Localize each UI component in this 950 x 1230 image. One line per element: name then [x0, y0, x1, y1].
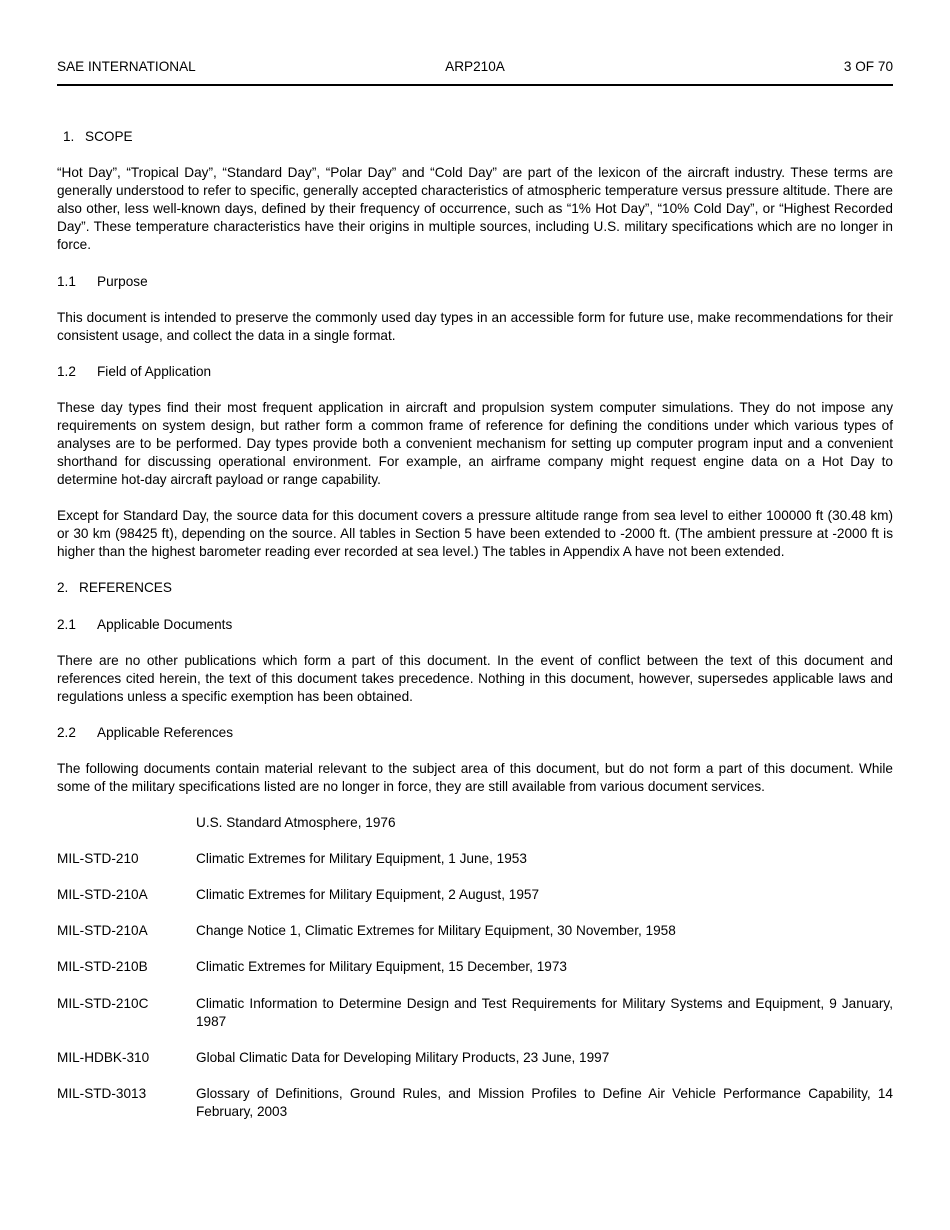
paragraph-applicable-documents: There are no other publications which form a part of this document. In the event of conflict between the text of this document and references cited herein, the text of this document takes precedence. Nothing in this document, however, supersedes applicable laws and regulations unless a specific exemption has been obtained.: [57, 652, 893, 704]
reference-label: MIL-STD-210: [57, 851, 139, 867]
section-title: SCOPE: [85, 129, 133, 145]
section-number: 2.1: [57, 616, 76, 632]
reference-text: Climatic Information to Determine Design and Test Requirements for Military Systems and Equipment, 9 January, 1987: [196, 995, 893, 1029]
reference-label: MIL-STD-210A: [57, 887, 148, 903]
reference-text: U.S. Standard Atmosphere, 1976: [196, 815, 396, 831]
header-page-number: 3 OF 70: [843, 59, 894, 74]
header-doc-id: ARP210A: [445, 59, 505, 74]
reference-text: Global Climatic Data for Developing Military Products, 23 June, 1997: [196, 1049, 610, 1065]
reference-text: Climatic Extremes for Military Equipment, 1 June, 1953: [196, 851, 527, 867]
header-org: SAE INTERNATIONAL: [57, 59, 196, 74]
reference-text: Climatic Extremes for Military Equipment, 2 August, 1957: [196, 887, 540, 903]
section-heading-1-1-purpose: [57, 273, 893, 291]
paragraph-field-of-application-1: These day types find their most frequent application in aircraft and propulsion system computer simulations. They do not impose any requirements on system design, but rather form a common frame of reference for defining the conditions under which various types of analyses are to be performed. Day types provide both a convenient mechanism for setting up computer program input and a convenient shorthand for discussing operational environment. For example, an airframe company might request engine data on a Hot Day to determine hot-day aircraft payload or range capability.: [57, 399, 893, 488]
section-heading-1-2-field-of-application: [57, 363, 893, 381]
page-header: [57, 58, 893, 76]
reference-label: MIL-HDBK-310: [57, 1049, 150, 1065]
paragraph-field-of-application-2: Except for Standard Day, the source data for this document covers a pressure altitude range from sea level to either 100000 ft (30.48 km) or 30 km (98425 ft), depending on the source. All tables in Section 5 have been extended to -2000 ft. (The ambient pressure at -2000 ft is higher than the highest barometer reading ever recorded at sea level.) The tables in Appendix A have not been extended.: [57, 508, 893, 560]
section-title: Field of Application: [97, 363, 212, 379]
reference-label: [57, 814, 196, 832]
section-title: Applicable References: [97, 724, 234, 740]
reference-text: Glossary of Definitions, Ground Rules, and Mission Profiles to Define Air Vehicle Performance Capability, 14 February, 2003: [196, 1085, 893, 1119]
section-number: 1.: [63, 129, 75, 145]
section-heading-2-1-applicable-documents: [57, 616, 893, 634]
paragraph-purpose: This document is intended to preserve the commonly used day types in an accessible form for future use, make recommendations for their consistent usage, and collect the data in a single format.: [57, 309, 893, 343]
reference-item: [57, 814, 893, 832]
reference-item: [57, 850, 893, 868]
paragraph-applicable-references: The following documents contain material relevant to the subject area of this document, but do not form a part of this document. While some of the military specifications listed are no longer in force, they are still available from various document services.: [57, 760, 893, 795]
reference-item: [57, 1049, 893, 1067]
reference-item: [57, 1085, 893, 1121]
section-number: 2.2: [57, 724, 76, 740]
section-title: Purpose: [97, 273, 148, 289]
reference-text: Climatic Extremes for Military Equipment, 15 December, 1973: [196, 959, 567, 975]
reference-item: [57, 958, 893, 976]
section-title: REFERENCES: [79, 580, 172, 596]
reference-label: MIL-STD-210C: [57, 995, 149, 1011]
reference-label: MIL-STD-210B: [57, 959, 148, 975]
reference-item: [57, 995, 893, 1031]
paragraph-scope: “Hot Day”, “Tropical Day”, “Standard Day”, “Polar Day” and “Cold Day” are part of the lexicon of the aircraft industry. These terms are generally understood to refer to specific, generally accepted characteristics of atmospheric temperature versus pressure altitude. There are also other, less well-known days, defined by their frequency of occurrence, such as “1% Hot Day”, “10% Cold Day”, or “Highest Recorded Day”. These temperature characteristics have their origins in multiple sources, including U.S. military specifications which are no longer in force.: [57, 165, 893, 253]
reference-item: [57, 886, 893, 904]
section-heading-1-scope: [57, 128, 893, 146]
section-number: 1.2: [57, 363, 76, 379]
reference-item: [57, 922, 893, 940]
reference-label: MIL-STD-3013: [57, 1085, 147, 1101]
reference-label: MIL-STD-210A: [57, 923, 148, 939]
section-title: Applicable Documents: [97, 616, 233, 632]
section-heading-2-2-applicable-references: [57, 724, 893, 742]
section-number: 1.1: [57, 273, 76, 289]
section-heading-2-references: [57, 579, 893, 597]
header-rule: [57, 84, 893, 86]
reference-text: Change Notice 1, Climatic Extremes for Military Equipment, 30 November, 1958: [196, 923, 676, 939]
section-number: 2.: [57, 580, 69, 596]
